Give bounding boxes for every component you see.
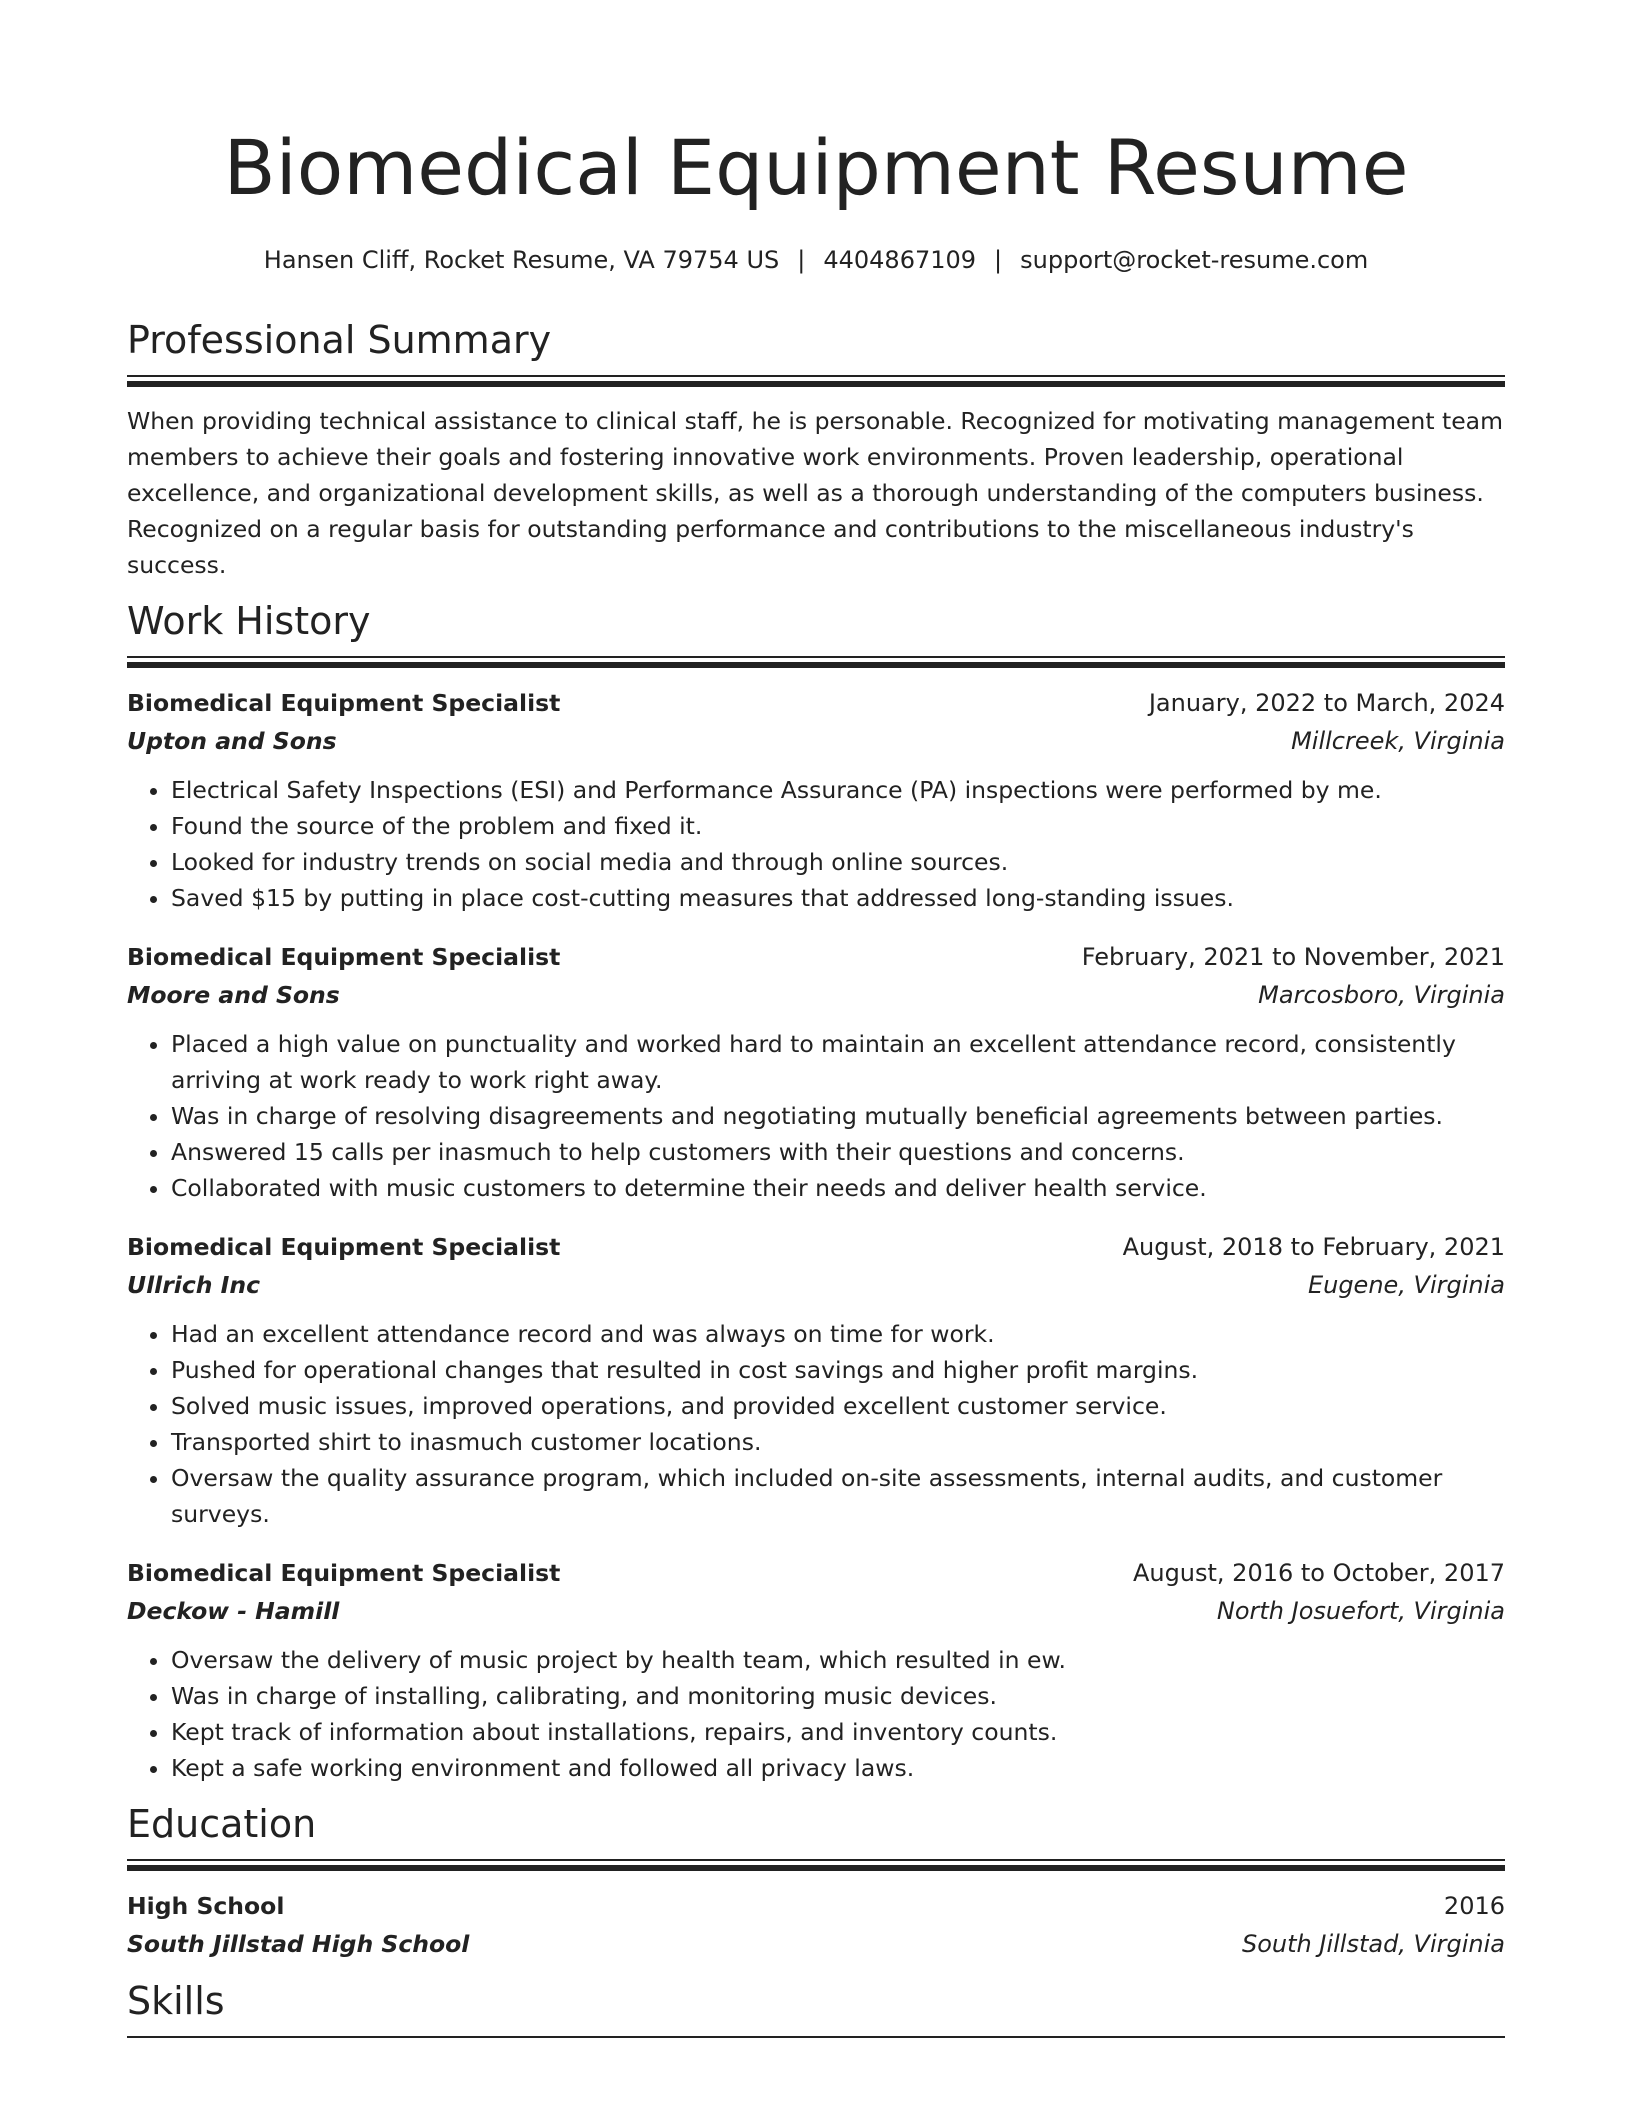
job-company: Upton and Sons — [127, 727, 337, 755]
job-location: Millcreek, Virginia — [1291, 727, 1505, 755]
education-year: 2016 — [1443, 1892, 1505, 1920]
job-dates: August, 2018 to February, 2021 — [1122, 1233, 1505, 1261]
job-location: Eugene, Virginia — [1307, 1271, 1505, 1299]
bullet-item: • Answered 15 calls per inasmuch to help customers with their questions and concerns. — [171, 1134, 1505, 1170]
contact-address: Hansen Cliff, Rocket Resume, VA 79754 US — [263, 246, 780, 274]
resume-title: Biomedical Equipment Resume — [223, 123, 1409, 212]
bullet-item: • Pushed for operational changes that resulted in cost savings and higher profit margins. — [171, 1352, 1505, 1388]
bullet-item: • Electrical Safety Inspections (ESI) and Performance Assurance (PA) inspections were performed by me. — [171, 772, 1505, 808]
contact-line — [127, 244, 1505, 276]
education-entry — [127, 1887, 1505, 1963]
section-divider — [127, 2036, 1505, 2038]
education-location: South Jillstad, Virginia — [1241, 1930, 1505, 1958]
job-entry — [127, 1228, 1505, 1532]
bullet-item: • Placed a high value on punctuality and worked hard to maintain an excellent attendance record, consistently arriving at work ready to work right away. — [171, 1026, 1505, 1098]
section-heading-skills: Skills — [127, 1979, 225, 2023]
job-bullets — [127, 1026, 1505, 1206]
contact-phone: 4404867109 — [823, 246, 977, 274]
job-bullets — [127, 1642, 1505, 1786]
section-divider — [127, 656, 1505, 668]
job-location: North Josuefort, Virginia — [1216, 1597, 1505, 1625]
section-heading-work: Work History — [127, 599, 371, 643]
job-bullets — [127, 1316, 1505, 1532]
bullet-item: • Solved music issues, improved operations, and provided excellent customer service. — [171, 1388, 1505, 1424]
bullet-item: • Transported shirt to inasmuch customer locations. — [171, 1424, 1505, 1460]
job-entry — [127, 684, 1505, 916]
summary-section — [127, 316, 1505, 583]
bullet-item: • Oversaw the quality assurance program, which included on-site assessments, internal audits, and customer surveys. — [171, 1460, 1505, 1532]
education-degree: High School — [127, 1892, 285, 1920]
job-dates: February, 2021 to November, 2021 — [1081, 943, 1505, 971]
bullet-item: • Saved $15 by putting in place cost-cutting measures that addressed long-standing issues. — [171, 880, 1505, 916]
summary-text: When providing technical assistance to clinical staff, he is personable. Recognized for motivating management team members to achieve their goals and fostering innovative work environments. Proven leadership, operational excellence, and organizational development skills, as well as a thorough understanding of the computers business. Recognized on a regular basis for outstanding performance and contributions to the miscellaneous industry's success. — [127, 407, 1503, 579]
job-dates: January, 2022 to March, 2024 — [1148, 689, 1505, 717]
job-company: Deckow - Hamill — [127, 1597, 340, 1625]
section-heading-education: Education — [127, 1802, 317, 1846]
contact-separator: | — [994, 246, 1003, 274]
job-title: Biomedical Equipment Specialist — [127, 943, 561, 971]
job-bullets — [127, 772, 1505, 916]
job-entry — [127, 1554, 1505, 1786]
job-company: Moore and Sons — [127, 981, 340, 1009]
skills-section — [127, 1977, 1505, 2038]
contact-separator: | — [797, 246, 806, 274]
job-title: Biomedical Equipment Specialist — [127, 689, 561, 717]
bullet-item: • Kept a safe working environment and followed all privacy laws. — [171, 1750, 1505, 1786]
education-section — [127, 1800, 1505, 1963]
bullet-item: • Had an excellent attendance record and was always on time for work. — [171, 1316, 1505, 1352]
section-divider — [127, 1859, 1505, 1871]
bullet-item: • Was in charge of resolving disagreements and negotiating mutually beneficial agreements between parties. — [171, 1098, 1505, 1134]
job-title: Biomedical Equipment Specialist — [127, 1559, 561, 1587]
bullet-item: • Oversaw the delivery of music project by health team, which resulted in ew. — [171, 1642, 1505, 1678]
job-company: Ullrich Inc — [127, 1271, 261, 1299]
section-divider — [127, 375, 1505, 387]
bullet-item: • Was in charge of installing, calibrating, and monitoring music devices. — [171, 1678, 1505, 1714]
contact-email: support@rocket-resume.com — [1020, 246, 1369, 274]
work-section — [127, 597, 1505, 1786]
job-title: Biomedical Equipment Specialist — [127, 1233, 561, 1261]
bullet-item: • Collaborated with music customers to determine their needs and deliver health service. — [171, 1170, 1505, 1206]
job-entry — [127, 938, 1505, 1206]
education-school: South Jillstad High School — [127, 1930, 470, 1958]
bullet-item: • Found the source of the problem and fixed it. — [171, 808, 1505, 844]
job-dates: August, 2016 to October, 2017 — [1132, 1559, 1505, 1587]
bullet-item: • Looked for industry trends on social media and through online sources. — [171, 844, 1505, 880]
bullet-item: • Kept track of information about installations, repairs, and inventory counts. — [171, 1714, 1505, 1750]
section-heading-summary: Professional Summary — [127, 318, 552, 362]
job-location: Marcosboro, Virginia — [1258, 981, 1505, 1009]
